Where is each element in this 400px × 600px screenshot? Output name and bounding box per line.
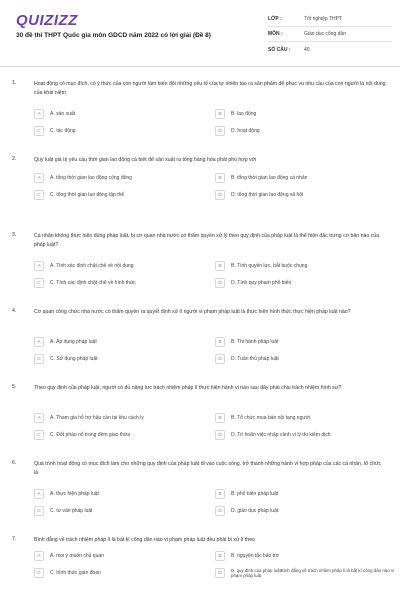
meta-label: SỐ CÂU : — [268, 46, 291, 53]
option-d[interactable] — [215, 125, 396, 137]
option-b[interactable] — [215, 550, 396, 562]
worksheet-meta — [268, 12, 392, 57]
option-letter: D — [215, 278, 225, 288]
option-text: C. Đốt pháo nổ trong đêm giao thừa — [50, 432, 131, 438]
option-a[interactable] — [34, 550, 215, 562]
option-c[interactable] — [34, 125, 215, 137]
option-text: B. Tổ chức mua bán nội tạng người — [231, 415, 311, 421]
option-text: D. quy định của pháp luậtBình đẳng về trách nhiệm pháp lí là bất kì công dân nào vi phạm pháp luật — [231, 568, 395, 578]
option-text: A. tổng thời gian lao động cộng đồng — [50, 175, 132, 181]
meta-row-subject — [268, 27, 392, 42]
question-3 — [0, 226, 400, 302]
option-text: A. Tính xác định chặt chẽ về nội dung — [50, 263, 134, 269]
question-text: Hoạt động có mục đích, có ý thức của con người làm biến đổi những yếu tố của tự nhiên tạo ra sản phẩm để phục vụ nhu cầu của con người là nội dung của khái niệm — [34, 81, 386, 96]
option-letter: C — [34, 506, 44, 516]
option-text: A. sản xuất — [50, 111, 76, 117]
answer-options — [34, 108, 386, 137]
option-b[interactable] — [215, 260, 396, 272]
question-number: 4. — [12, 308, 17, 314]
option-text: D. Tuân thủ pháp luật — [231, 356, 279, 362]
option-letter: A — [34, 337, 44, 347]
option-c[interactable] — [34, 567, 215, 579]
option-a[interactable] — [34, 108, 215, 120]
option-d[interactable] — [215, 505, 396, 517]
question-5 — [0, 378, 400, 454]
option-letter: C — [34, 190, 44, 200]
option-text: A. Tham gia hỗ trợ hậu cần tại khu cách ly — [50, 415, 144, 421]
option-letter: A — [34, 551, 44, 561]
option-a[interactable] — [34, 172, 215, 184]
answer-options — [34, 488, 386, 517]
option-letter: B — [215, 413, 225, 423]
option-c[interactable] — [34, 505, 215, 517]
option-letter: C — [34, 568, 44, 578]
option-a[interactable] — [34, 336, 215, 348]
option-text: C. tư vấn pháp luật — [50, 508, 93, 514]
quizizz-logo: QUIZIZZ — [16, 12, 78, 29]
option-b[interactable] — [215, 412, 396, 424]
option-d[interactable] — [215, 277, 396, 289]
option-d[interactable] — [215, 429, 396, 441]
answer-options — [34, 172, 386, 201]
option-letter: D — [215, 126, 225, 136]
option-d[interactable] — [215, 353, 396, 365]
question-list — [0, 74, 400, 600]
option-a[interactable] — [34, 260, 215, 272]
option-d[interactable] — [215, 189, 396, 201]
header-divider — [0, 66, 400, 67]
option-d[interactable] — [215, 567, 396, 579]
question-1 — [0, 74, 400, 150]
question-number: 3. — [12, 232, 17, 238]
option-c[interactable] — [34, 277, 215, 289]
meta-label: LỚP : — [268, 16, 282, 22]
option-letter: D — [215, 430, 225, 440]
meta-row-class — [268, 12, 392, 27]
answer-options — [34, 260, 386, 289]
option-letter: C — [34, 354, 44, 364]
option-text: B. phổ biến pháp luật — [231, 491, 279, 497]
option-letter: C — [34, 430, 44, 440]
answer-options — [34, 412, 386, 441]
question-text: Cơ quan công chức nhà nước có thẩm quyền ra quyết định xử lí người vi phạm pháp luật là thực hiện hình thức thực hiện pháp luật nào? — [34, 309, 351, 315]
question-text: Theo quy định của pháp luật, người có đủ năng lực trách nhiệm pháp lí thực hiện hành vi nào sau đây phải chịu trách nhiệm hình sự? — [34, 385, 342, 391]
question-6 — [0, 454, 400, 530]
option-letter: B — [215, 173, 225, 183]
option-letter: B — [215, 489, 225, 499]
option-c[interactable] — [34, 429, 215, 441]
option-b[interactable] — [215, 172, 396, 184]
meta-value: Giáo dục công dân — [304, 31, 346, 37]
meta-label: MÔN : — [268, 31, 283, 37]
option-text: C. Tính xác định chặt chẽ về hình thức — [50, 280, 136, 286]
option-text: C. tác động — [50, 128, 76, 134]
option-text: D. tổng thời gian lao động xã hội — [231, 192, 304, 198]
option-text: D. giáo dục pháp luật — [231, 508, 279, 514]
question-number: 7. — [12, 536, 17, 542]
option-letter: C — [34, 126, 44, 136]
option-letter: B — [215, 109, 225, 119]
option-a[interactable] — [34, 488, 215, 500]
question-2 — [0, 150, 400, 226]
option-text: C. tổng thời gian lao động tập thể — [50, 192, 125, 198]
meta-value: 40 — [304, 46, 310, 53]
option-text: D. Trì hoãn việc nhập cảnh vì lý do kiểm dịch — [231, 432, 331, 438]
option-letter: A — [34, 109, 44, 119]
option-letter: C — [34, 278, 44, 288]
option-text: B. lao động — [231, 111, 257, 117]
option-letter: A — [34, 173, 44, 183]
question-7 — [0, 530, 400, 600]
question-text: Cá nhân không thực hiện đúng pháp luật, bị cơ quan nhà nước có thẩm quyền xử lý theo quy định của pháp luật là thể hiện đặc trưng cơ bản nào của pháp luật? — [34, 233, 380, 248]
option-letter: B — [215, 337, 225, 347]
question-4 — [0, 302, 400, 378]
option-b[interactable] — [215, 336, 396, 348]
option-text: A. thực hiện pháp luật — [50, 491, 99, 497]
meta-value: Tốt nghiệp THPT — [304, 16, 342, 22]
worksheet-title: 30 đề thi THPT Quốc gia môn GDCD năm 2022 có lời giải (Đề 8) — [16, 32, 211, 39]
question-number: 2. — [12, 156, 17, 162]
option-text: B. nguyện tắc bảo trợ — [231, 553, 280, 559]
option-a[interactable] — [34, 412, 215, 424]
option-letter: B — [215, 551, 225, 561]
question-text: Quá trình hoạt động có mục đích làm cho những quy định của pháp luật đi vào cuộc sống, trở thành những hành vi hợp pháp của các cá nhân, tổ chức là — [34, 461, 382, 476]
option-text: A. Áp dụng pháp luật — [50, 339, 97, 345]
option-b[interactable] — [215, 488, 396, 500]
option-c[interactable] — [34, 353, 215, 365]
option-text: D. hoạt động — [231, 128, 260, 134]
option-text: C. Sử dụng pháp luật — [50, 356, 98, 362]
option-letter: D — [215, 190, 225, 200]
option-letter: B — [215, 261, 225, 271]
option-text: C. hình thức gián đoạn — [50, 570, 101, 576]
option-letter: D — [215, 568, 225, 578]
question-text: Quy luật giá trị yêu cầu thời gian lao động cá biệt để sản xuất ra tổng hàng hóa phải phù hợp với — [34, 157, 257, 163]
answer-options — [34, 550, 395, 579]
worksheet-header — [0, 0, 400, 66]
option-letter: A — [34, 413, 44, 423]
question-text: Bình đẳng về trách nhiệm pháp lí là bất kì công dân nào vi phạm pháp luật đều phải bị xử lí theo — [34, 537, 255, 543]
question-number: 6. — [12, 460, 17, 466]
option-letter: D — [215, 354, 225, 364]
option-b[interactable] — [215, 108, 396, 120]
option-c[interactable] — [34, 189, 215, 201]
option-letter: D — [215, 506, 225, 516]
option-letter: A — [34, 489, 44, 499]
meta-row-count — [268, 42, 392, 57]
option-text: D. Tính quy phạm phổ biến — [231, 280, 292, 286]
question-number: 1. — [12, 80, 17, 86]
option-text: B. Thi hành pháp luật — [231, 339, 279, 345]
option-letter: A — [34, 261, 44, 271]
option-text: B. Tính quyền lực, bắt buộc chung — [231, 263, 308, 269]
question-number: 5. — [12, 384, 17, 390]
answer-options — [34, 336, 386, 365]
option-text: B. tổng thời gian lao động cá nhân — [231, 175, 308, 181]
option-text: A. mọi ý muốn chủ quan — [50, 553, 104, 559]
